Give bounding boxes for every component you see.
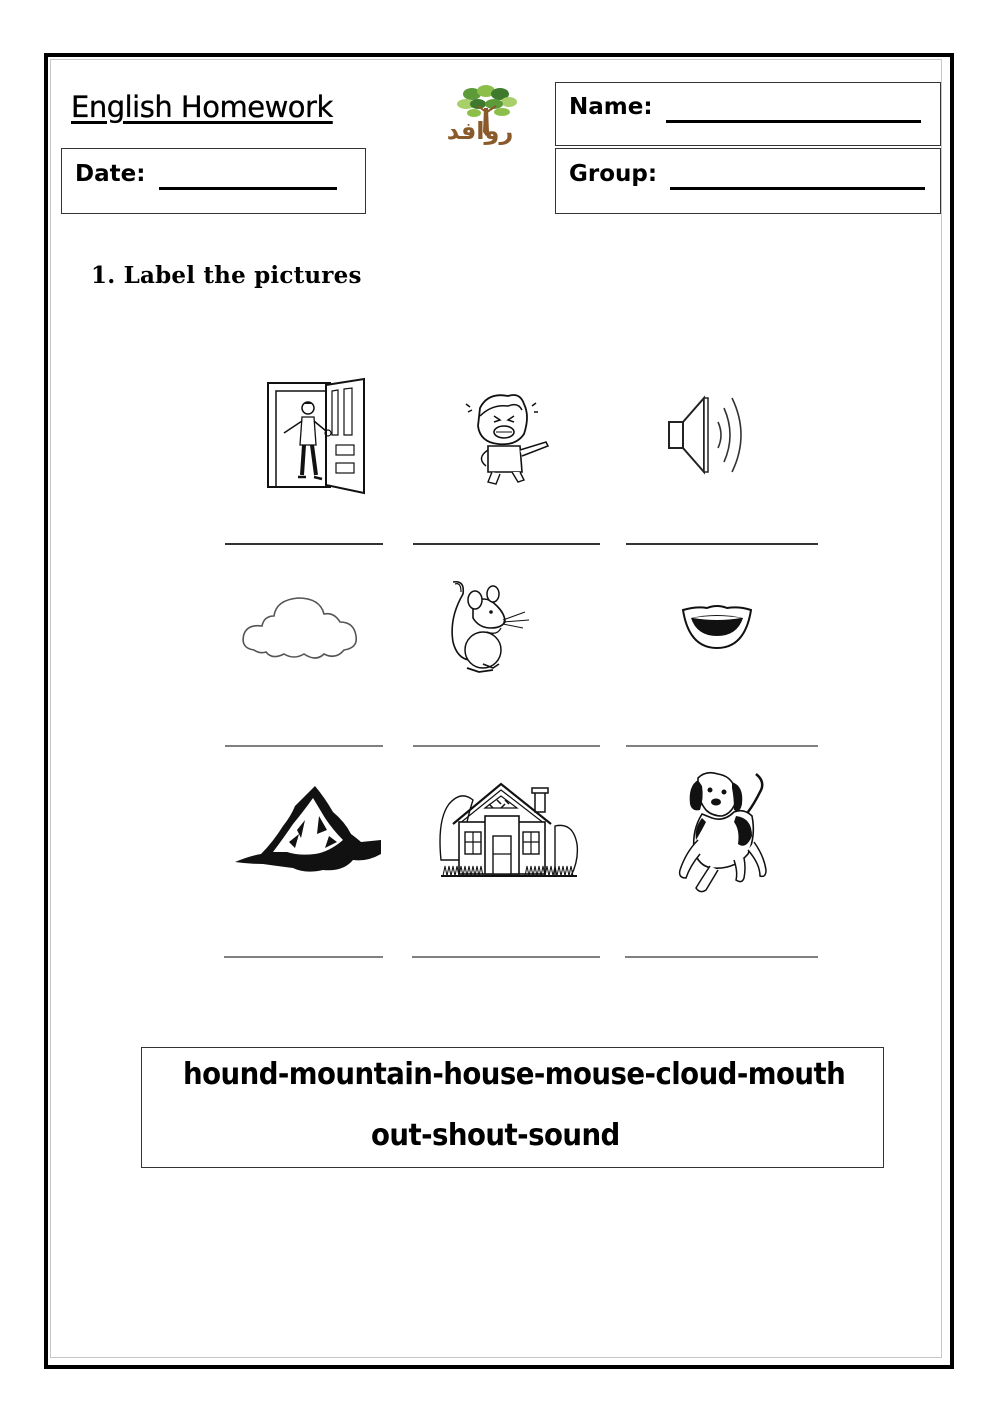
name-label: Name: [569, 94, 653, 120]
house-icon [439, 780, 579, 880]
name-input-line[interactable] [666, 120, 921, 123]
name-field-box[interactable] [555, 82, 941, 146]
answer-line-1-2[interactable] [413, 543, 600, 545]
shouting-boy-icon [458, 390, 558, 490]
speaker-sound-icon [666, 394, 750, 476]
group-label: Group: [569, 161, 658, 187]
answer-line-3-2[interactable] [412, 956, 600, 958]
page-title: English Homework [71, 90, 333, 124]
answer-line-3-3[interactable] [625, 956, 818, 958]
answer-line-2-1[interactable] [225, 745, 383, 747]
mountain-icon [233, 782, 383, 876]
cloud-icon [240, 592, 368, 662]
word-bank-line-1: hound-mountain-house-mouse-cloud-mouth [183, 1057, 846, 1092]
date-input-line[interactable] [159, 187, 337, 190]
mouth-icon [681, 604, 753, 652]
answer-line-1-1[interactable] [225, 543, 383, 545]
answer-line-2-2[interactable] [413, 745, 600, 747]
answer-line-3-1[interactable] [224, 956, 383, 958]
answer-line-2-3[interactable] [626, 745, 818, 747]
group-field-box[interactable] [555, 148, 941, 214]
hound-dog-icon [672, 770, 770, 894]
logo-text: روافد [446, 117, 514, 145]
exercise-heading: 1. Label the pictures [91, 262, 362, 289]
word-bank-line-2: out-shout-sound [371, 1118, 620, 1153]
answer-line-1-3[interactable] [626, 543, 818, 545]
tree-logo-icon [430, 82, 530, 147]
mouse-icon [443, 578, 561, 676]
word-bank-box [141, 1047, 884, 1168]
date-label: Date: [75, 161, 146, 187]
open-door-icon [262, 375, 372, 495]
date-field-box[interactable] [61, 148, 366, 214]
group-input-line[interactable] [670, 187, 925, 190]
